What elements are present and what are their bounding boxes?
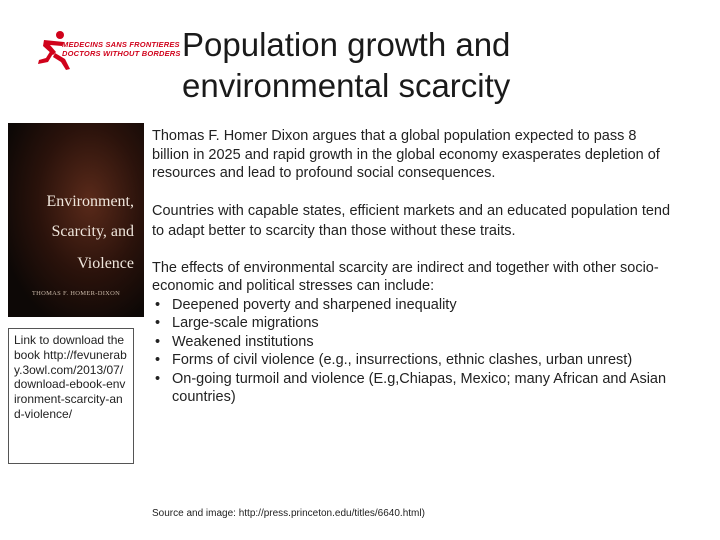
paragraph-effects: The effects of environmental scarcity are indirect and together with other socio-economic and political stresses can include:	[152, 259, 659, 294]
title-line-2: environmental scarcity	[182, 67, 511, 104]
cover-title-line-3: Violence	[77, 255, 134, 272]
list-item-text: Large-scale migrations	[172, 315, 319, 331]
effects-list	[152, 296, 672, 407]
source-citation: Source and image: http://press.princeton.edu/titles/6640.html)	[152, 508, 425, 519]
logo-line-2: DOCTORS WITHOUT BORDERS	[62, 49, 181, 58]
list-item-text: On-going turmoil and violence (E.g,Chiapas, Mexico; many African and Asian countries)	[172, 370, 667, 405]
download-link-box[interactable]: Link to download the book http://fevuneraby.3owl.com/2013/07/download-ebook-environment-scarcity-and-violence/	[8, 328, 134, 464]
bullet-marker: •	[155, 333, 161, 350]
bullet-marker: •	[155, 352, 161, 368]
list-item-text: Forms of civil violence (e.g., insurrections, ethnic clashes, urban unrest)	[172, 352, 633, 368]
logo-line-1: MEDECINS SANS FRONTIERES	[62, 40, 180, 49]
cover-author: THOMAS F. HOMER-DIXON	[31, 290, 121, 297]
book-cover-image	[8, 123, 144, 317]
slide-body	[152, 127, 672, 407]
bullet-marker: •	[155, 370, 161, 387]
list-item-text: Weakened institutions	[172, 333, 314, 350]
list-item	[152, 351, 672, 370]
msf-logo	[34, 26, 179, 74]
logo-text	[62, 40, 181, 58]
cover-background	[8, 123, 144, 317]
paragraph-adaptation: Countries with capable states, efficient markets and an educated population tend to adapt better to scarcity than those without these traits.	[152, 202, 671, 239]
bullet-marker: •	[155, 296, 161, 313]
bullet-marker: •	[155, 315, 161, 331]
cover-title-line-2: Scarcity, and	[51, 223, 134, 240]
cover-title-line-1: Environment,	[46, 193, 134, 210]
title-line-1: Population growth and	[182, 26, 511, 63]
list-item	[152, 314, 672, 333]
list-item	[152, 370, 672, 407]
list-item	[152, 296, 672, 315]
list-item-text: Deepened poverty and sharpened inequality	[172, 296, 457, 313]
paragraph-argument: Thomas F. Homer Dixon argues that a global population expected to pass 8 billion in 2025 and rapid growth in the global economy exasperates depletion of resources and lead to profound social consequences.	[152, 128, 660, 181]
list-item	[152, 333, 672, 352]
slide-title	[182, 24, 702, 106]
